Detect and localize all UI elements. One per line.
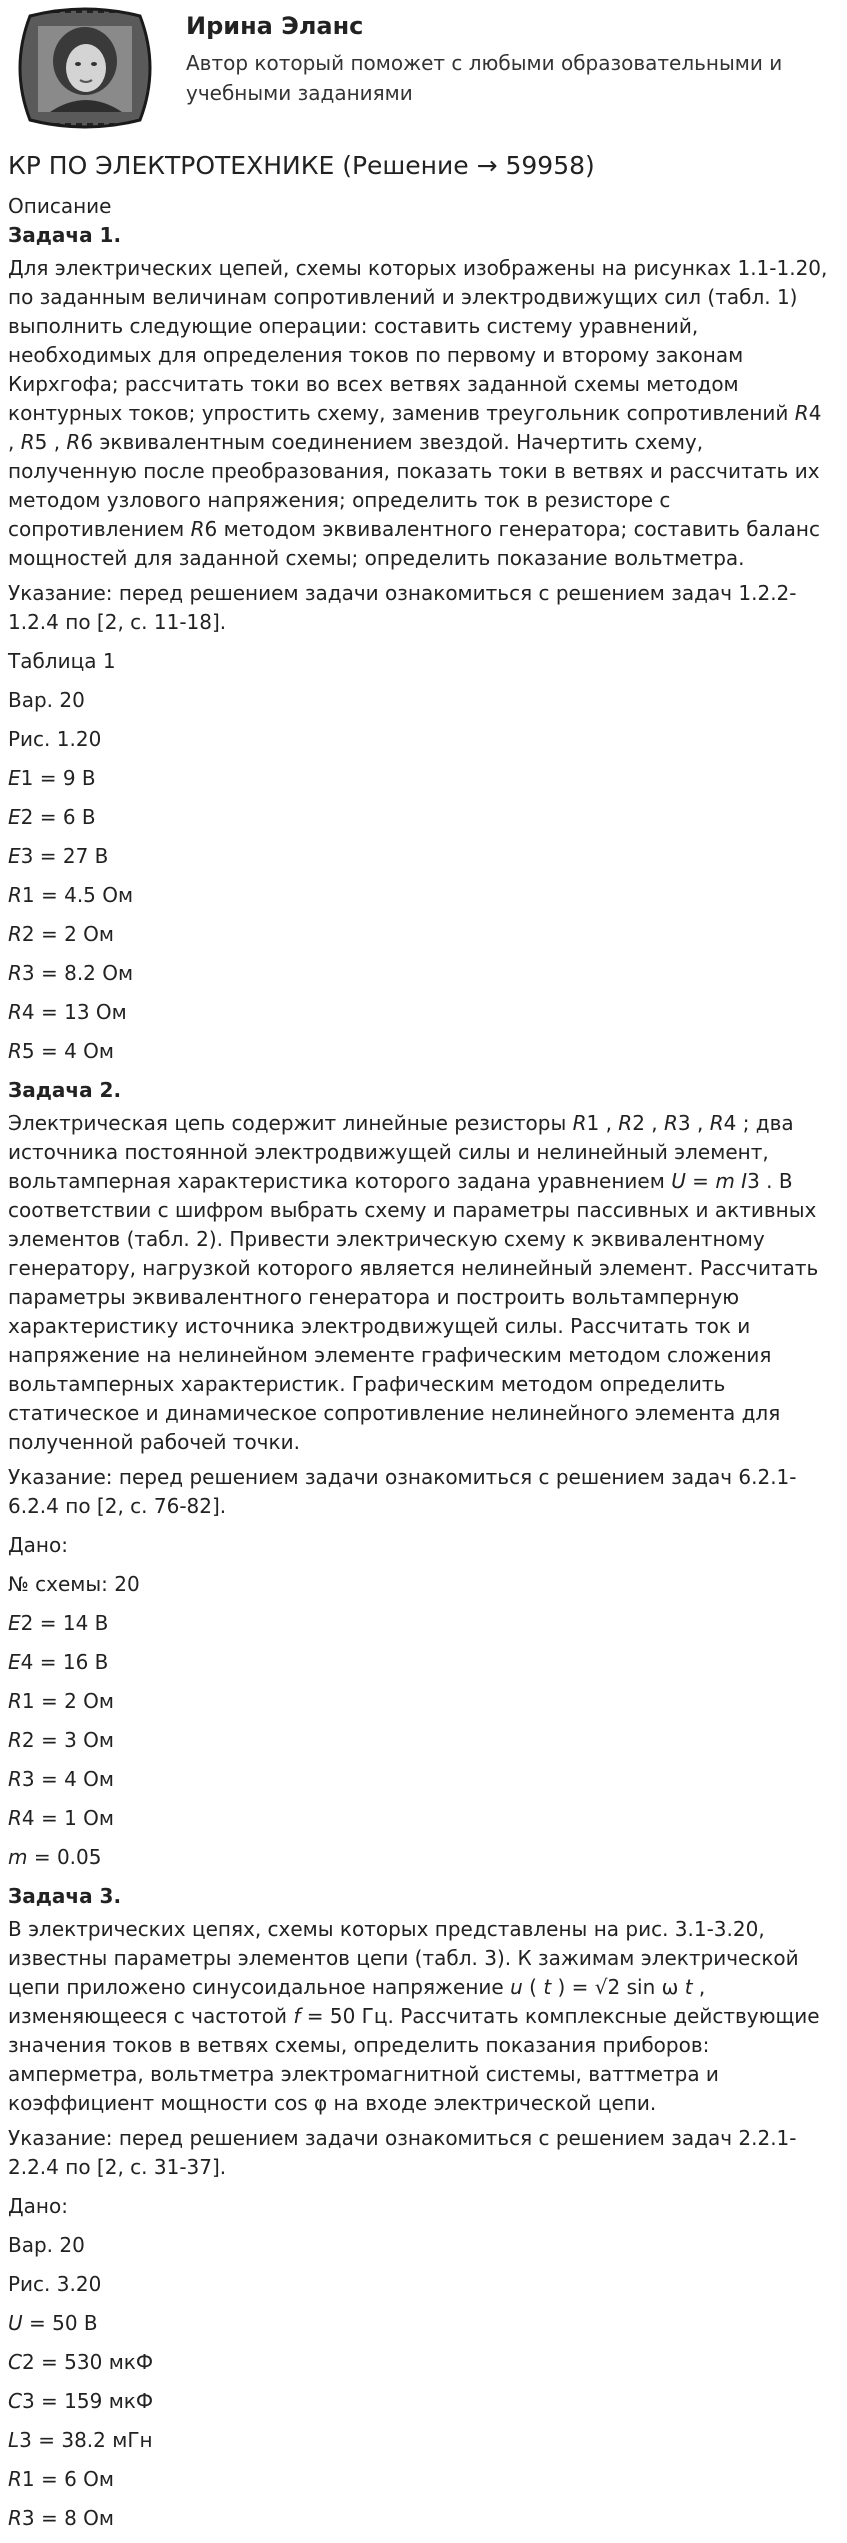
task1-value: R4 = 13 Ом [8, 1000, 127, 1024]
task2-note: Указание: перед решением задачи ознакомиться с решением задач 6.2.1-6.2.4 по [2, с. 76-82]. [8, 1465, 797, 1518]
task3-value: U = 50 В [8, 2311, 98, 2335]
task1-text: Для электрических цепей, схемы которых изображены на рисунках 1.1-1.20, по заданным величинам сопротивлений и электродвижущих сил (табл. 1) выполнить следующие операции: составить систему уравнений, необходимых для определения токов по первому и второму законам Кирхгофа; рассчитать токи во всех ветвях заданной схемы методом контурных токов; упростить схему, заменив треугольник сопротивлений R4 , R5 , R6 эквивалентным соединением звездой. Начертить схему, полученную после преобразования, показать токи в ветвях и рассчитать их методом узлового напряжения; определить ток в резисторе с сопротивлением R6 методом эквивалентного генератора; составить баланс мощностей для заданной схемы; определить показание вольтметра. [8, 256, 828, 570]
task1-value: R1 = 4.5 Ом [8, 883, 134, 907]
task1-table-label: Таблица 1 [8, 649, 116, 673]
task3-value: C3 = 159 мкФ [8, 2389, 154, 2413]
author-block [8, 0, 830, 140]
task2-value: R4 = 1 Ом [8, 1806, 115, 1830]
task1-value: R3 = 8.2 Ом [8, 961, 134, 985]
task3-figure: Рис. 3.20 [8, 2272, 102, 2296]
task2-value: E2 = 14 В [8, 1611, 109, 1635]
task1-figure: Рис. 1.20 [8, 727, 102, 751]
task2-value: R2 = 3 Ом [8, 1728, 115, 1752]
task1-note: Указание: перед решением задачи ознакомиться с решением задач 1.2.2-1.2.4 по [2, с. 11-18]. [8, 581, 797, 634]
task3-text: В электрических цепях, схемы которых представлены на рис. 3.1-3.20, известны параметры элементов цепи (табл. 3). К зажимам электрической цепи приложено синусоидальное напряжение u ( t ) = √2 sin ω t , изменяющееся с частотой f = 50 Гц. Рассчитать комплексные действующие значения токов в ветвях схемы, определить показания приборов: амперметра, вольтметра электромагнитной системы, ваттметра и коэффициент мощности cos φ на входе электрической цепи. [8, 1917, 820, 2115]
task2-text: Электрическая цепь содержит линейные резисторы R1 , R2 , R3 , R4 ; два источника постоянной электродвижущей силы и нелинейный элемент, вольтамперная характеристика которого задана уравнением U = m I3 . В соответствии с шифром выбрать схему и параметры пассивных и активных элементов (табл. 2). Привести электрическую схему к эквивалентному генератору, нагрузкой которого является нелинейный элемент. Рассчитать параметры эквивалентного генератора и построить вольтамперную характеристику источника электродвижущей силы. Рассчитать ток и напряжение на нелинейном элементе графическим методом сложения вольтамперных характеристик. Графическим методом определить статическое и динамическое сопротивление нелинейного элемента для полученной рабочей точки. [8, 1111, 819, 1454]
task3-value: R3 = 8 Ом [8, 2506, 115, 2530]
task3-value: L3 = 38.2 мГн [8, 2428, 153, 2452]
task2-scheme: № схемы: 20 [8, 1572, 140, 1596]
task1-variant: Вар. 20 [8, 688, 85, 712]
description-label: Описание [8, 194, 112, 218]
page-title: КР ПО ЭЛЕКТРОТЕХНИКЕ (Решение → 59958) [8, 151, 595, 180]
task1-heading: Задача 1. [8, 223, 122, 247]
task2-value: R3 = 4 Ом [8, 1767, 115, 1791]
task3-value: R1 = 6 Ом [8, 2467, 115, 2491]
task1-value: R2 = 2 Ом [8, 922, 115, 946]
task1-value: E3 = 27 В [8, 844, 109, 868]
task3-note: Указание: перед решением задачи ознакомиться с решением задач 2.2.1-2.2.4 по [2, с. 31-37]. [8, 2126, 797, 2179]
task3-given: Дано: [8, 2194, 68, 2218]
author-photo-icon[interactable] [10, 6, 160, 130]
task1-value: E2 = 6 В [8, 805, 96, 829]
task2-given: Дано: [8, 1533, 68, 1557]
task1-value: E1 = 9 В [8, 766, 96, 790]
task2-value: m = 0.05 [8, 1845, 102, 1869]
task2-heading: Задача 2. [8, 1078, 122, 1102]
task2-value: E4 = 16 В [8, 1650, 109, 1674]
author-name[interactable]: Ирина Эланс [186, 12, 364, 40]
task3-value: C2 = 530 мкФ [8, 2350, 154, 2374]
task1-value: R5 = 4 Ом [8, 1039, 115, 1063]
author-description: Автор который поможет с любыми образовательными и учебными заданиями [186, 51, 783, 105]
task3-heading: Задача 3. [8, 1884, 122, 1908]
task3-variant: Вар. 20 [8, 2233, 85, 2257]
task2-value: R1 = 2 Ом [8, 1689, 115, 1713]
